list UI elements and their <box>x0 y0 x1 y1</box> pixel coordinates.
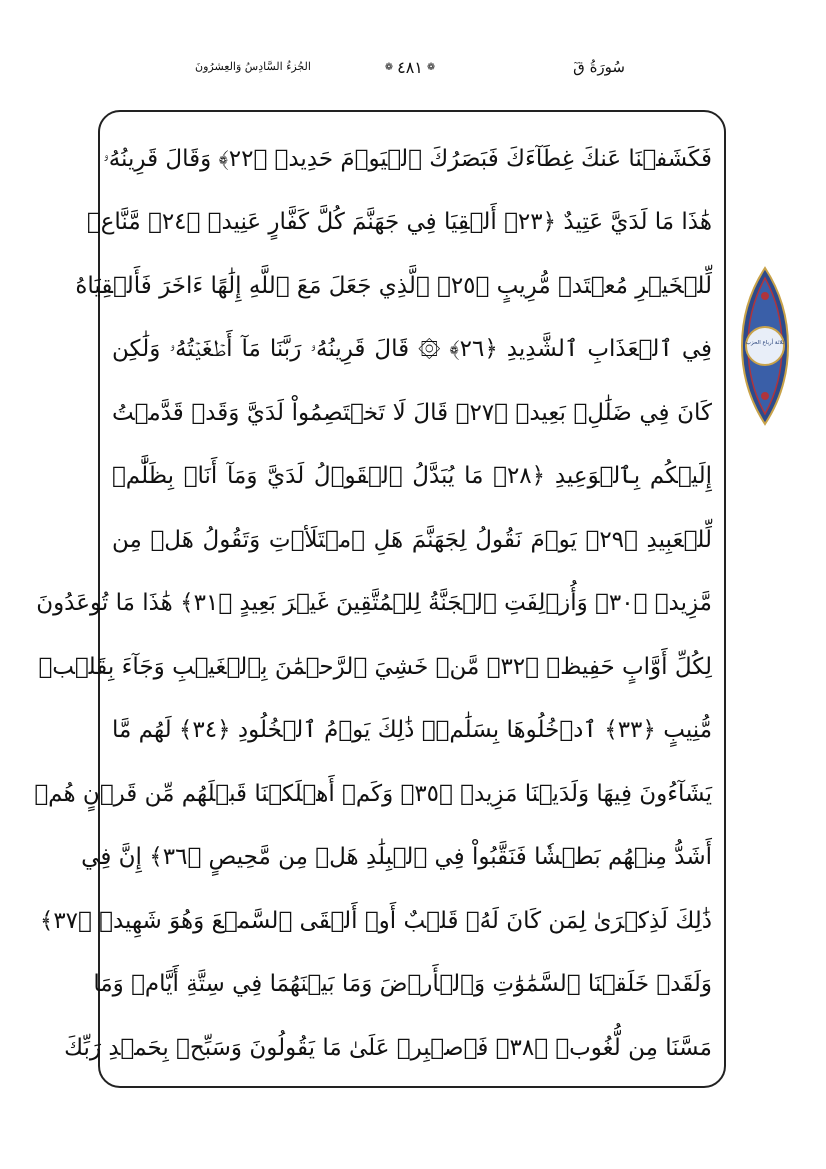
text-line-3: لِّلۡخَيۡرِ مُعۡتَدٖ مُّرِيبٍ ﴿٢٥﴾ ٱلَّذِي جَعَلَ مَعَ ٱللَّهِ إِلَٰهًا ءَاخَرَ فَأَلۡقِيَاهُ <box>75 272 712 299</box>
text-line-1: فَكَشَفۡنَا عَنكَ غِطَآءَكَ فَبَصَرُكَ ٱلۡيَوۡمَ حَدِيدٞ ﴿٢٢﴾ وَقَالَ قَرِينُهُۥ <box>102 146 712 172</box>
hizb-label: ثلاثة أرباع الحزب <box>745 340 785 346</box>
text-line-15: مَسَّنَا مِن لُّغُوبٖ ﴿٣٨﴾ فَٱصۡبِرۡ عَلَىٰ مَا يَقُولُونَ وَسَبِّحۡ بِحَمۡدِ رَبِّكَ <box>64 1034 712 1061</box>
surah-name: سُورَةُ قٓ <box>573 58 625 76</box>
text-line-12: أَشَدُّ مِنۡهُم بَطۡشٗا فَنَقَّبُواْ فِي ٱلۡبِلَٰدِ هَلۡ مِن مَّحِيصٍ ﴿٣٦﴾ إِنَّ فِي <box>81 844 712 871</box>
text-line-2: هَٰذَا مَا لَدَيَّ عَتِيدٌ ﴿٢٣﴾ أَلۡقِيَا فِي جَهَنَّمَ كُلَّ كَفَّارٍ عَنِيدٖ ﴿٢٤﴾ مَّنَّاعٖ <box>86 209 712 236</box>
hizb-ornament-icon <box>740 266 790 426</box>
text-line-5: كَانَ فِي ضَلَٰلِۭ بَعِيدٖ ﴿٢٧﴾ قَالَ لَا تَخۡتَصِمُواْ لَدَيَّ وَقَدۡ قَدَّمۡتُ <box>112 399 712 426</box>
page-number: ٤٨١ <box>397 58 423 77</box>
ornament-right-icon: ❁ <box>426 62 436 73</box>
page-number-box <box>385 58 436 77</box>
page-header <box>195 52 625 88</box>
text-line-8: مَّزِيدٖ ﴿٣٠﴾ وَأُزۡلِفَتِ ٱلۡجَنَّةُ لِلۡمُتَّقِينَ غَيۡرَ بَعِيدٍ ﴿٣١﴾ هَٰذَا مَا تُوعَدُونَ <box>36 590 712 617</box>
ornament-left-icon: ❁ <box>384 62 394 73</box>
hizb-marker <box>740 266 790 426</box>
quran-text <box>34 128 713 1080</box>
text-line-7: لِّلۡعَبِيدِ ﴿٢٩﴾ يَوۡمَ نَقُولُ لِجَهَنَّمَ هَلِ ٱمۡتَلَأۡتِ وَتَقُولُ هَلۡ مِن <box>112 526 712 553</box>
juz-label: الجُزءُ السَّادِسُ وَالعِشرُونَ <box>195 60 311 73</box>
text-line-4: فِي ٱلۡعَذَابِ ٱلشَّدِيدِ ﴿٢٦﴾ ۞ قَالَ قَرِينُهُۥ رَبَّنَا مَآ أَطۡغَيۡتُهُۥ وَلَٰكِن <box>112 336 712 363</box>
text-line-11: يَشَآءُونَ فِيهَا وَلَدَيۡنَا مَزِيدٞ ﴿٣٥﴾ وَكَمۡ أَهۡلَكۡنَا قَبۡلَهُم مِّن قَرۡنٍ هُمۡ <box>34 780 712 807</box>
text-line-13: ذَٰلِكَ لَذِكۡرَىٰ لِمَن كَانَ لَهُۥ قَلۡبٌ أَوۡ أَلۡقَى ٱلسَّمۡعَ وَهُوَ شَهِيدٞ ﴿٣٧﴾ <box>39 907 712 934</box>
text-line-14: وَلَقَدۡ خَلَقۡنَا ٱلسَّمَٰوَٰتِ وَٱلۡأَرۡضَ وَمَا بَيۡنَهُمَا فِي سِتَّةِ أَيَّامٖ وَمَا <box>93 971 712 998</box>
text-line-9: لِكُلِّ أَوَّابٍ حَفِيظٖ ﴿٣٢﴾ مَّنۡ خَشِيَ ٱلرَّحۡمَٰنَ بِٱلۡغَيۡبِ وَجَآءَ بِقَلۡبٖ <box>38 653 712 680</box>
text-line-10: مُّنِيبٍ ﴿٣٣﴾ ٱدۡخُلُوهَا بِسَلَٰمٖۖ ذَٰلِكَ يَوۡمُ ٱلۡخُلُودِ ﴿٣٤﴾ لَهُم مَّا <box>112 717 713 744</box>
text-line-6: إِلَيۡكُم بِٱلۡوَعِيدِ ﴿٢٨﴾ مَا يُبَدَّلُ ٱلۡقَوۡلُ لَدَيَّ وَمَآ أَنَا۠ بِظَلَّٰمٖ <box>112 463 712 490</box>
